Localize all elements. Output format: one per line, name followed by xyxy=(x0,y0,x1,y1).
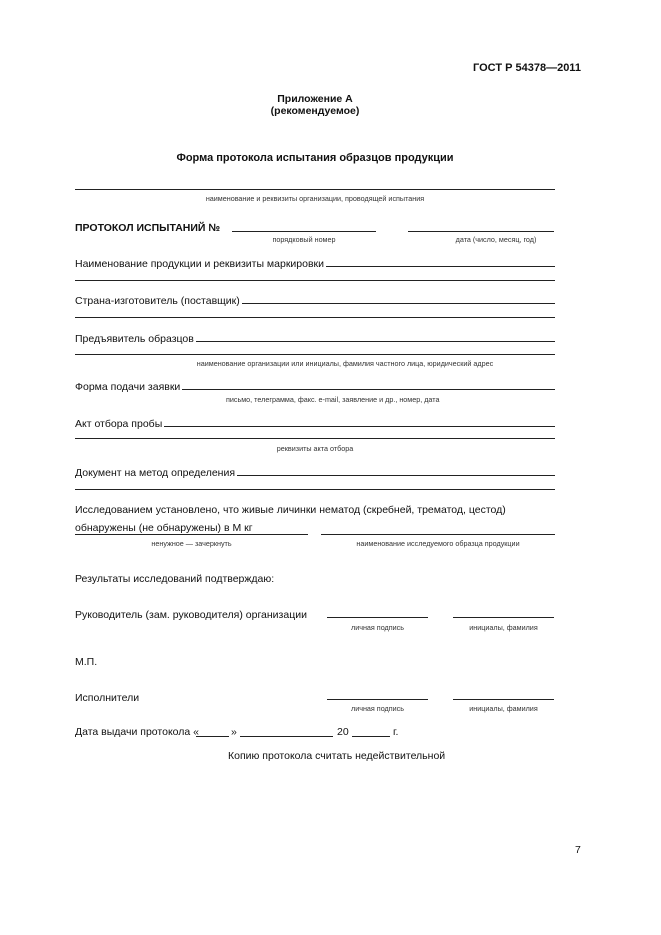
executors-name-line[interactable] xyxy=(453,699,554,700)
organization-caption: наименование и реквизиты организации, проводящей испытания xyxy=(205,194,425,203)
page-number: 7 xyxy=(575,844,581,856)
issue-date-close-quote: » xyxy=(231,726,237,738)
country-extra-line[interactable] xyxy=(75,317,555,318)
findings-line-2: обнаружены (не обнаружены) в M кг xyxy=(75,522,253,534)
sample-act-field xyxy=(75,417,555,430)
appendix-title: Приложение А xyxy=(277,93,353,105)
method-doc-input-line[interactable] xyxy=(237,466,555,476)
method-doc-extra-line[interactable] xyxy=(75,489,555,490)
issue-month-line[interactable] xyxy=(240,736,333,737)
appendix-subtitle: (рекомендуемое) xyxy=(270,105,360,117)
presenter-extra-line[interactable] xyxy=(75,354,555,355)
issue-year-prefix: 20 xyxy=(337,726,349,738)
sample-act-input-line[interactable] xyxy=(164,417,555,427)
copy-note: Копию протокола считать недействительной xyxy=(228,750,446,762)
confirm-text: Результаты исследований подтверждаю: xyxy=(75,573,275,585)
seal-mark: М.П. xyxy=(75,656,98,668)
findings-right-line[interactable] xyxy=(321,534,555,535)
head-signature-line[interactable] xyxy=(327,617,428,618)
form-title: Форма протокола испытания образцов продукции xyxy=(176,152,454,164)
protocol-number-caption: порядковый номер xyxy=(272,235,336,244)
application-form-label: Форма подачи заявки xyxy=(75,381,181,393)
presenter-field xyxy=(75,332,555,345)
findings-right-caption: наименование исследуемого образца продукции xyxy=(356,539,520,548)
country-input-line[interactable] xyxy=(242,294,555,304)
sample-act-caption: реквизиты акта отбора xyxy=(276,444,354,453)
head-name-caption: инициалы, фамилия xyxy=(469,623,538,632)
head-signature-caption: личная подпись xyxy=(351,623,404,632)
country-field xyxy=(75,294,555,307)
product-extra-line[interactable] xyxy=(75,280,555,281)
findings-left-line[interactable] xyxy=(75,534,308,535)
sample-act-extra-line[interactable] xyxy=(75,438,555,439)
executors-signature-line[interactable] xyxy=(327,699,428,700)
organization-line[interactable] xyxy=(75,189,555,190)
issue-day-line[interactable] xyxy=(196,736,229,737)
presenter-input-line[interactable] xyxy=(196,332,555,342)
head-signature-label: Руководитель (зам. руководителя) организации xyxy=(75,609,307,621)
standard-id: ГОСТ Р 54378—2011 xyxy=(473,62,581,74)
issue-date-label: Дата выдачи протокола « xyxy=(75,726,199,738)
protocol-number-line[interactable] xyxy=(232,231,376,232)
issue-year-line[interactable] xyxy=(352,736,390,737)
findings-line-1: Исследованием установлено, что живые личинки нематод (скребней, трематод, цестод) xyxy=(75,504,506,516)
product-input-line[interactable] xyxy=(326,257,555,267)
product-label: Наименование продукции и реквизиты маркировки xyxy=(75,258,324,270)
application-form-field xyxy=(75,380,555,393)
product-field xyxy=(75,257,555,270)
executors-signature-caption: личная подпись xyxy=(351,704,404,713)
application-caption: письмо, телеграмма, факс. e-mail, заявление и др., номер, дата xyxy=(226,395,440,404)
head-name-line[interactable] xyxy=(453,617,554,618)
findings-left-caption: ненужное — зачеркнуть xyxy=(151,539,232,548)
method-doc-field xyxy=(75,466,555,479)
method-doc-label: Документ на метод определения xyxy=(75,467,236,479)
presenter-label: Предъявитель образцов xyxy=(75,333,194,345)
sample-act-label: Акт отбора пробы xyxy=(75,418,163,430)
presenter-caption: наименование организации или инициалы, фамилия частного лица, юридический адрес xyxy=(196,359,494,368)
protocol-date-line[interactable] xyxy=(408,231,554,232)
executors-name-caption: инициалы, фамилия xyxy=(469,704,538,713)
country-label: Страна-изготовитель (поставщик) xyxy=(75,295,240,307)
application-form-input-line[interactable] xyxy=(182,380,555,390)
executors-label: Исполнители xyxy=(75,692,140,704)
issue-year-suffix: г. xyxy=(393,726,399,738)
protocol-date-caption: дата (число, месяц, год) xyxy=(455,235,537,244)
protocol-label: ПРОТОКОЛ ИСПЫТАНИЙ № xyxy=(75,222,221,234)
